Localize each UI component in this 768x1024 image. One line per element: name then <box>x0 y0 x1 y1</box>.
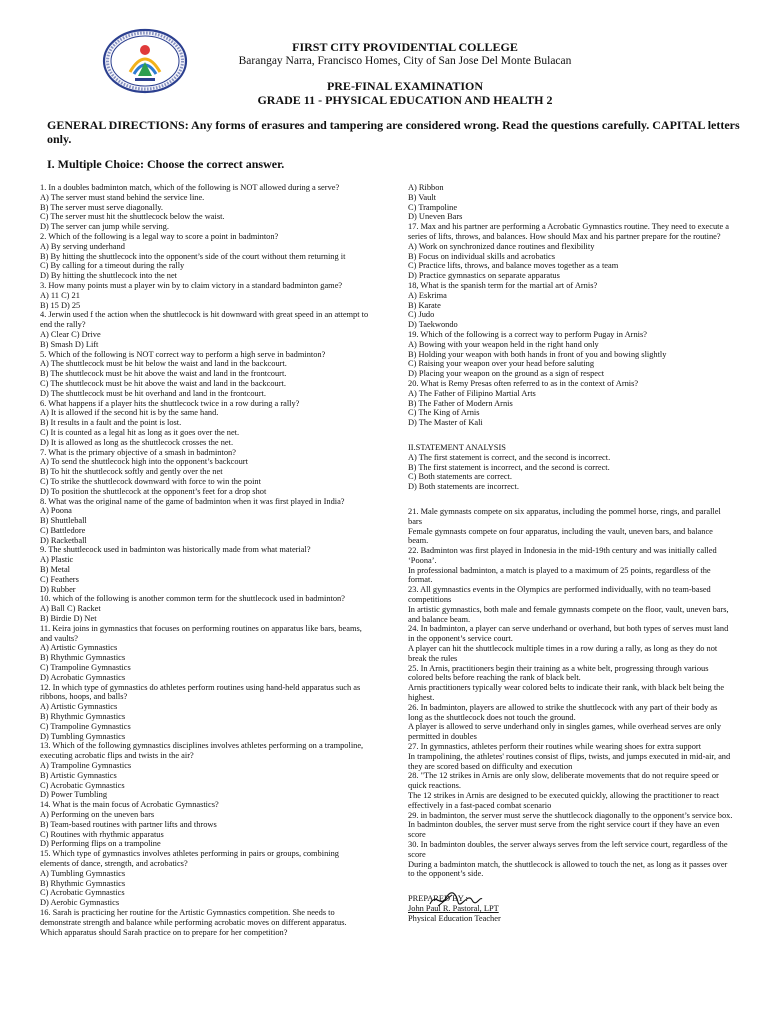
exam-line: 22. Badminton was first played in Indonesia in the mid-19th century and was initially called ‘Poona’. <box>408 546 717 565</box>
exam-line: 5. Which of the following is NOT correct way to perform a high serve in badminton? <box>40 349 326 359</box>
exam-line: D) By hitting the shuttlecock into the net <box>40 271 178 281</box>
exam-line: In badminton doubles, the server must serve from the right service court if they have an even score <box>408 820 720 840</box>
exam-line: A) Ball C) Racket <box>40 604 101 614</box>
exam-line: B) The shuttlecock must be hit above the waist and land in the frontcourt. <box>40 369 287 379</box>
exam-line: C) Acrobatic Gymnastics <box>40 888 125 898</box>
exam-line: B) Smash D) Lift <box>40 339 99 349</box>
exam-line: Arnis practitioners typically wear colored belts to indicate their rank, with black belt being the highest. <box>408 683 725 703</box>
exam-line: A) Artistic Gymnastics <box>40 643 118 653</box>
exam-line: D) Placing your weapon on the ground as a sign of respect <box>408 369 605 379</box>
exam-line: 9. The shuttlecock used in badminton was historically made from what material? <box>40 545 311 555</box>
exam-line: B) Rhythmic Gymnastics <box>40 653 126 663</box>
exam-line: A) The Father of Filipino Martial Arts <box>408 388 536 398</box>
exam-line: II.STATEMENT ANALYSIS <box>408 442 506 452</box>
exam-line: B) Team-based routines with partner lifts and throws <box>40 819 217 829</box>
exam-line: 29. in badminton, the server must serve the shuttlecock diagonally to the opponent’s service box. <box>408 810 733 820</box>
exam-line: C) The server must hit the shuttlecock below the waist. <box>40 212 225 222</box>
exam-line: In professional badminton, a match is played to a maximum of 25 points, regardless of the format. <box>408 565 711 585</box>
exam-line: 1. In a doubles badminton match, which of the following is NOT allowed during a serve? <box>40 183 340 192</box>
exam-line: 20. What is Remy Presas often referred to as in the context of Arnis? <box>408 378 639 388</box>
exam-line: C) Acrobatic Gymnastics <box>40 780 125 790</box>
exam-line: 16. Sarah is practicing her routine for the Artistic Gymnastics competition. She needs to demonstrate strength and balance while performing acrobatic moves on different apparatus. Which apparatus should Sarah practice on to prepare for her competition? <box>40 907 347 937</box>
exam-line: B) To hit the shuttlecock softly and gently over the net <box>40 467 223 477</box>
exam-line: C) Both statements are correct. <box>408 472 512 482</box>
exam-line: 30. In badminton doubles, the server always serves from the left service court, regardless of the score <box>408 840 728 859</box>
exam-line: D) Practice gymnastics on separate apparatus <box>408 271 560 281</box>
general-directions: GENERAL DIRECTIONS: Any forms of erasures and tampering are considered wrong. Read the questions carefully. CAPITAL letters only. <box>47 118 740 146</box>
teacher-name: John Paul R. Pastoral, LPT <box>408 903 499 913</box>
exam-line: A) Tumbling Gymnastics <box>40 868 126 878</box>
exam-line: A) It is allowed if the second hit is by the same hand. <box>40 408 219 418</box>
teacher-title: Physical Education Teacher <box>408 913 501 923</box>
exam-line: 28. "The 12 strikes in Arnis are only slow, deliberate movements that do not require speed or quick reactions. <box>408 771 719 791</box>
exam-line: C) The shuttlecock must be hit above the waist and land in the backcourt. <box>40 378 286 388</box>
exam-line: 19. Which of the following is a correct way to perform Pugay in Arnis? <box>408 329 647 339</box>
exam-line: C) Trampoline <box>408 202 458 212</box>
exam-line: B) The first statement is incorrect, and the second is correct. <box>408 462 610 472</box>
exam-line: C) Judo <box>408 310 435 320</box>
exam-line: 12. In which type of gymnastics do athletes perform routines using hand-held apparatus such as ribbons, hoops, and balls? <box>40 682 361 702</box>
statement-items-group <box>408 507 733 879</box>
exam-line: A) To send the shuttlecock high into the opponent’s backcourt <box>40 457 248 467</box>
exam-line: A) Eskrima <box>408 290 447 300</box>
exam-line: D) The shuttlecock must be hit overhand and land in the frontcourt. <box>40 388 266 398</box>
exam-line: C) Trampoline Gymnastics <box>40 721 131 731</box>
exam-line: D) Taekwondo <box>408 320 458 330</box>
exam-title: PRE-FINAL EXAMINATION <box>326 79 484 93</box>
exam-line: D) Power Tumbling <box>40 790 108 800</box>
exam-line: 3. How many points must a player win by to claim victory in a standard badminton game? <box>40 280 343 290</box>
exam-line: During a badminton match, the shuttlecock is allowed to touch the net, as long as it passes over to the opponent’s side. <box>408 859 728 879</box>
exam-header <box>190 40 620 107</box>
exam-line: 4. Jerwin used f the action when the shuttlecock is hit downward with great speed in an attempt to end the rally? <box>40 310 369 330</box>
exam-line: D) Uneven Bars <box>408 212 463 222</box>
exam-line: D) It is allowed as long as the shuttlecock crosses the net. <box>40 437 234 447</box>
exam-line: The 12 strikes in Arnis are designed to be executed quickly, allowing the practitioner to react effectively in a fast-paced combat scenario <box>408 791 720 810</box>
exam-line: A) The first statement is correct, and the second is incorrect. <box>408 452 611 462</box>
exam-line: A) Poona <box>40 506 72 516</box>
exam-line: 18, What is the spanish term for the martial art of Arnis? <box>408 280 598 290</box>
exam-line: B) Karate <box>408 300 441 310</box>
exam-line: 7. What is the primary objective of a smash in badminton? <box>40 447 236 457</box>
exam-line: C) To strike the shuttlecock downward with force to win the point <box>40 476 261 486</box>
exam-line: B) Shuttleball <box>40 516 87 526</box>
exam-line: D) Performing flips on a trampoline <box>40 839 161 849</box>
exam-line: B) Rhythmic Gymnastics <box>40 712 126 722</box>
exam-line: In trampolining, the athletes' routines consist of flips, twists, and jumps executed in mid-air, and they are scored based on difficulty and execution <box>408 751 731 771</box>
exam-line: 21. Male gymnasts compete on six apparatus, including the pommel horse, rings, and parallel bars <box>408 506 721 526</box>
exam-line: D) Tumbling Gymnastics <box>40 731 126 741</box>
school-address: Barangay Narra, Francisco Homes, City of San Jose Del Monte Bulacan <box>238 55 572 67</box>
exam-line: 14. What is the main focus of Acrobatic Gymnastics? <box>40 800 219 810</box>
left-column <box>40 183 370 937</box>
exam-line: A) Clear C) Drive <box>40 329 101 339</box>
exam-line: 27. In gymnastics, athletes perform their routines while wearing shoes for extra support <box>408 742 702 752</box>
exam-line: B) By hitting the shuttlecock into the opponent’s side of the court without them returning it <box>40 251 346 261</box>
exam-line: 23. All gymnastics events in the Olympics are performed individually, with no team-based competitions <box>408 585 711 605</box>
exam-line: C) Feathers <box>40 574 79 584</box>
exam-line: B) The Father of Modern Arnis <box>408 398 513 408</box>
exam-line: C) The King of Arnis <box>408 408 480 418</box>
exam-line: 24. In badminton, a player can serve underhand or overhand, but both types of serves must land in the opponent’s service court. <box>408 624 729 644</box>
exam-line: A) 11 C) 21 <box>40 290 80 300</box>
exam-line: A) By serving underhand <box>40 241 125 251</box>
exam-line: C) Raising your weapon over your head before saluting <box>408 359 595 369</box>
exam-line: B) It results in a fault and the point is lost. <box>40 418 182 428</box>
exam-line: 15. Which type of gymnastics involves athletes performing in pairs or groups, combining elements of dance, strength, and acrobatics? <box>40 849 339 868</box>
exam-line: A player is allowed to serve underhand only in singles games, while overhead serves are only permitted in doubles <box>408 722 722 742</box>
exam-line: B) The server must serve diagonally. <box>40 202 164 212</box>
exam-line: 13. Which of the following gymnastics disciplines involves athletes performing on a trampoline, executing acrobatic flips and twists in the air? <box>40 741 364 761</box>
exam-line: D) Aerobic Gymnastics <box>40 898 120 908</box>
exam-line: B) Vault <box>408 192 436 202</box>
exam-line: D) Racketball <box>40 535 87 545</box>
exam-line: A player can hit the shuttlecock multiple times in a row during a rally, as long as they do not break the rules <box>408 644 718 663</box>
exam-line: 25. In Arnis, practitioners begin their training as a white belt, progressing through various colored belts before reaching the rank of black belt. <box>408 663 709 683</box>
exam-line: 26. In badminton, players are allowed to strike the shuttlecock with any part of their body as long as the shuttlecock does not touch the ground. <box>408 702 718 722</box>
exam-line: 17. Max and his partner are performing a Acrobatic Gymnastics routine. They need to execute a series of lifts, throws, and balances. How should Max and his partner prepare for the routine? <box>408 222 730 241</box>
exam-line: D) Both statements are incorrect. <box>408 482 519 492</box>
exam-line: A) Performing on the uneven bars <box>40 810 155 819</box>
signature-icon <box>428 890 484 910</box>
exam-line: B) 15 D) 25 <box>40 300 81 310</box>
grade-subject: GRADE 11 - PHYSICAL EDUCATION AND HEALTH 2 <box>257 93 553 107</box>
exam-line: A) Bowing with your weapon held in the right hand only <box>408 339 599 349</box>
exam-line: A) Ribbon <box>408 183 444 192</box>
exam-line: B) Holding your weapon with both hands in front of you and bowing slightly <box>408 349 667 359</box>
college-seal-icon <box>100 28 190 94</box>
exam-line: Female gymnasts compete on four apparatus, including the vault, uneven bars, and balance beam. <box>408 526 713 546</box>
prepared-by-block <box>408 894 733 923</box>
statement-analysis-group <box>408 443 733 492</box>
exam-line: B) Artistic Gymnastics <box>40 770 117 780</box>
exam-line: A) Artistic Gymnastics <box>40 702 118 712</box>
exam-line: D) Acrobatic Gymnastics <box>40 672 126 682</box>
section-multiple-choice-heading: I. Multiple Choice: Choose the correct answer. <box>47 157 285 171</box>
exam-line: C) Battledore <box>40 525 86 535</box>
exam-line: D) The Master of Kali <box>408 418 483 428</box>
exam-line: A) Trampoline Gymnastics <box>40 761 132 771</box>
exam-line: D) Rubber <box>40 584 76 594</box>
exam-line: C) Practice lifts, throws, and balance moves together as a team <box>408 261 619 271</box>
right-column <box>408 183 733 924</box>
exam-line: 2. Which of the following is a legal way to score a point in badminton? <box>40 231 279 241</box>
exam-line: A) The shuttlecock must be hit below the waist and land in the backcourt. <box>40 359 287 369</box>
exam-line: A) Work on synchronized dance routines and flexibility <box>408 241 595 251</box>
exam-line: C) It is counted as a legal hit as long as it goes over the net. <box>40 427 240 437</box>
prepared-by-label: PREPARED BY : <box>408 894 468 904</box>
exam-line: 11. Keira joins in gymnastics that focuses on performing routines on apparatus like bars, beams, and vaults? <box>40 623 362 643</box>
exam-line: B) Rhythmic Gymnastics <box>40 878 126 888</box>
right-questions-group <box>408 183 733 428</box>
exam-line: C) Routines with rhythmic apparatus <box>40 829 164 839</box>
exam-line: B) Birdie D) Net <box>40 614 97 624</box>
exam-line: C) By calling for a timeout during the rally <box>40 261 185 271</box>
exam-line: In artistic gymnastics, both male and female gymnasts compete on the floor, vault, uneven bars, and balance beam. <box>408 604 729 624</box>
exam-line: 6. What happens if a player hits the shuttlecock twice in a row during a rally? <box>40 398 300 408</box>
exam-line: D) To position the shuttlecock at the opponent’s feet for a drop shot <box>40 486 267 496</box>
exam-line: 8. What was the original name of the game of badminton when it was first played in India? <box>40 496 345 506</box>
exam-line: D) The server can jump while serving. <box>40 222 169 232</box>
school-name: FIRST CITY PROVIDENTIAL COLLEGE <box>292 40 518 54</box>
exam-line: B) Metal <box>40 565 71 575</box>
exam-line: B) Focus on individual skills and acrobatics <box>408 251 556 261</box>
exam-line: C) Trampoline Gymnastics <box>40 663 131 673</box>
exam-line: 10. which of the following is another common term for the shuttlecock used in badminton? <box>40 594 345 604</box>
signature-block <box>408 904 733 914</box>
exam-line: A) The server must stand behind the service line. <box>40 192 205 202</box>
exam-line: A) Plastic <box>40 555 74 565</box>
